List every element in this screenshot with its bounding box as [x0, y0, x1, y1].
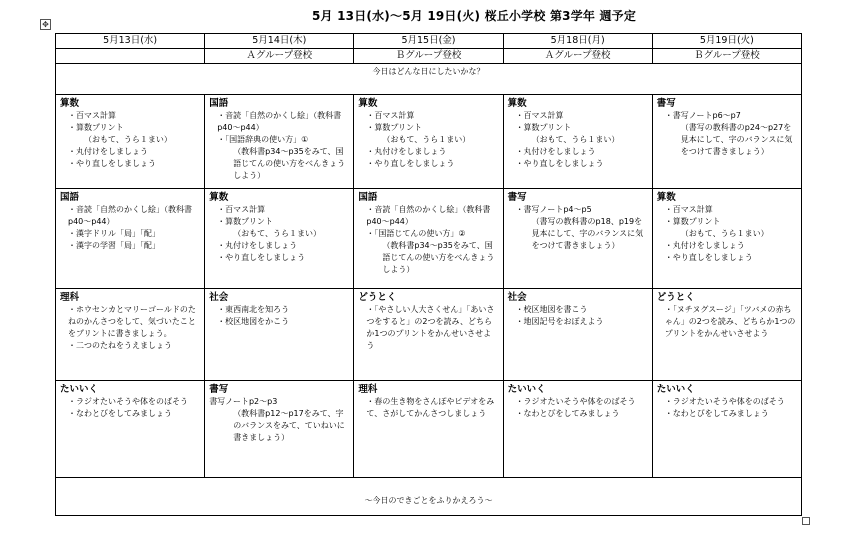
subject-label: 書写 — [209, 384, 229, 395]
lesson-cell — [503, 381, 652, 478]
task-line: ・百マス計算 — [217, 205, 266, 215]
task-line: ・二つのたねをうえましょう — [68, 340, 172, 350]
table-move-handle[interactable]: ✥ — [40, 19, 51, 30]
task-line: ・「やさしい人大さくせん」「あいさつをすると」の2つを読み、どちらか1つのプリントをかんせいさせよう — [366, 304, 495, 350]
task-line: ・なわとびをしてみましょう — [68, 409, 172, 418]
subject-label: 算数 — [358, 97, 378, 109]
subject-label: 国語 — [60, 192, 80, 204]
lesson-cell — [56, 288, 205, 380]
lesson-cell — [205, 381, 354, 478]
subject-label: 算数 — [209, 192, 229, 204]
lesson-cell — [354, 189, 503, 288]
subject-label: 算数 — [656, 192, 676, 204]
task-line: ・ホウセンカとマリーゴールドのたねのかんさつをして、気づいたことをプリントに書きましょう。 — [68, 304, 196, 338]
task-line: ・丸付けをしましょう — [68, 146, 148, 156]
period-row — [56, 94, 802, 188]
task-line: ・校区地図をかこう — [217, 316, 290, 326]
task-line: ・百マス計算 — [366, 110, 415, 120]
subject-label: たいいく — [60, 384, 99, 395]
lesson-cell — [56, 189, 205, 288]
subject-label: たいいく — [507, 384, 546, 395]
subject-label: 書写 — [507, 192, 527, 204]
task-line: ・なわとびをしてみましょう — [664, 409, 769, 418]
subject-label: たいいく — [656, 384, 695, 395]
lesson-cell — [503, 189, 652, 288]
subject-label: どうとく — [358, 291, 397, 303]
task-line: ・なわとびをしてみましょう — [515, 409, 620, 418]
task-line: ・やり直しをしましょう — [664, 253, 753, 263]
task-line: ・やり直しをしましょう — [515, 158, 604, 168]
subject-label: どうとく — [656, 291, 695, 303]
task-line: ・算数プリント — [217, 217, 273, 227]
task-line: ・ラジオたいそうや体をのばそう — [515, 397, 636, 406]
group-cell: Ａグループ登校 — [503, 49, 652, 64]
task-line: ・「国語じてんの使い方」② — [366, 229, 466, 239]
lesson-cell — [205, 189, 354, 288]
reflection-prompt: ～今日のできごとをふりかえろう～ — [56, 478, 802, 516]
task-line: ・ラジオたいそうや体をのばそう — [68, 397, 188, 406]
task-line: ・丸付けをしましょう — [664, 241, 745, 251]
task-line: ・「ヌチヌグスージ」「ツバメの赤ちゃん」の2つを読み、どちらか1つのプリントをかんせいさせよう — [664, 304, 796, 338]
task-line: ・百マス計算 — [664, 205, 713, 215]
group-cell: Ｂグループ登校 — [652, 49, 801, 64]
lesson-cell — [652, 381, 801, 478]
task-line: （教科書p34～p35をみて、国語じてんの使い方をべんきょうしよう） — [382, 241, 495, 275]
group-row — [56, 49, 802, 64]
task-line: （教科書p34～p35をみて、国語じてんの使い方をべんきょうしよう） — [233, 146, 346, 180]
task-line: ・丸付けをしましょう — [217, 241, 298, 251]
group-cell: Ａグループ登校 — [205, 49, 354, 64]
task-line: （書写の教科書のp24～p27を見本にして、字のバランスに気をつけて書きましょう） — [680, 122, 793, 156]
task-line: ・算数プリント — [515, 122, 572, 132]
task-line: （おもて、うら１まい） — [233, 229, 322, 239]
subject-label: 理科 — [358, 384, 378, 395]
lesson-cell — [56, 381, 205, 478]
task-line: ・春の生き物をさんぽやビデオをみて、さがしてかんさつしましょう — [366, 397, 495, 418]
subject-label: 書写 — [656, 97, 676, 109]
page-title: 5月 13日(水)～5月 19日(火) 桜丘小学校 第3学年 週予定 — [312, 9, 637, 23]
closing-row — [56, 478, 802, 516]
lesson-cell — [354, 381, 503, 478]
question-row — [56, 64, 802, 94]
schedule-table — [55, 33, 802, 516]
lesson-cell — [205, 94, 354, 188]
date-header: 5月14日(木) — [205, 34, 354, 49]
subject-label: 算数 — [507, 97, 527, 109]
lesson-cell — [56, 94, 205, 188]
task-line: ・書写ノートp6～p7 — [664, 110, 741, 120]
subject-label: 社会 — [209, 291, 229, 303]
task-line: ・やり直しをしましょう — [68, 158, 156, 168]
task-line: ・漢字の学習「局」「配」 — [68, 241, 160, 251]
task-line: （おもて、うら１まい） — [680, 229, 769, 239]
lesson-cell — [503, 94, 652, 188]
task-line: ・百マス計算 — [515, 110, 564, 120]
group-cell: Ｂグループ登校 — [354, 49, 503, 64]
period-row — [56, 381, 802, 478]
task-line: （おもて、うら１まい） — [382, 134, 471, 144]
group-cell — [56, 49, 205, 64]
task-line: ・漢字ドリル「局」「配」 — [68, 229, 160, 239]
subject-label: 国語 — [209, 97, 229, 109]
task-line: ・音読「自然のかくし絵」（教科書p40～p44） — [68, 205, 192, 227]
task-line: ・丸付けをしましょう — [366, 146, 447, 156]
task-line: ・算数プリント — [664, 217, 721, 227]
task-line: ・やり直しをしましょう — [217, 253, 306, 263]
date-header: 5月13日(水) — [56, 34, 205, 49]
period-row — [56, 288, 802, 380]
subject-label: 社会 — [507, 291, 527, 303]
task-line: ・丸付けをしましょう — [515, 146, 596, 156]
task-line: （おもて、うら１まい） — [531, 134, 620, 144]
task-line: ・音読「自然のかくし絵」（教科書p40～p44） — [217, 110, 342, 132]
task-line: ・校区地図を書こう — [515, 304, 588, 314]
task-line: ・ラジオたいそうや体をのばそう — [664, 397, 785, 406]
date-header: 5月19日(火) — [652, 34, 801, 49]
task-line: （書写の教科書のp18、p19を見本にして、字のバランスに気をつけて書きましょう） — [531, 217, 644, 251]
lesson-cell — [652, 189, 801, 288]
task-line: ・音読「自然のかくし絵」（教科書p40～p44） — [366, 205, 491, 227]
lesson-cell — [652, 94, 801, 188]
date-header: 5月18日(月) — [503, 34, 652, 49]
subject-label: 国語 — [358, 192, 378, 204]
task-line: （おもて、うら１まい） — [84, 134, 172, 144]
lesson-cell — [354, 94, 503, 188]
subject-label: 算数 — [60, 97, 80, 109]
table-resize-handle[interactable] — [802, 517, 810, 525]
subject-label: 理科 — [60, 291, 80, 303]
task-line: 書写ノートp2～p3 — [209, 397, 278, 406]
task-line: ・書写ノートp4～p5 — [515, 205, 592, 215]
lesson-cell — [503, 288, 652, 380]
lesson-cell — [354, 288, 503, 380]
date-header: 5月15日(金) — [354, 34, 503, 49]
lesson-cell — [652, 288, 801, 380]
lesson-cell — [205, 288, 354, 380]
task-line: ・算数プリント — [68, 122, 124, 132]
task-line: ・「国語辞典の使い方」① — [217, 134, 309, 144]
date-header-row — [56, 34, 802, 49]
task-line: ・算数プリント — [366, 122, 423, 132]
period-row — [56, 189, 802, 288]
task-line: ・百マス計算 — [68, 110, 116, 120]
task-line: ・地図記号をおぼえよう — [515, 316, 604, 326]
task-line: ・東西南北を知ろう — [217, 304, 290, 314]
daily-goal-question: 今日はどんな日にしたいかな？ — [56, 64, 802, 94]
task-line: （教科書p12～p17をみて、字のバランスをみて、ていねいに書きましょう） — [233, 409, 345, 442]
task-line: ・やり直しをしましょう — [366, 158, 455, 168]
